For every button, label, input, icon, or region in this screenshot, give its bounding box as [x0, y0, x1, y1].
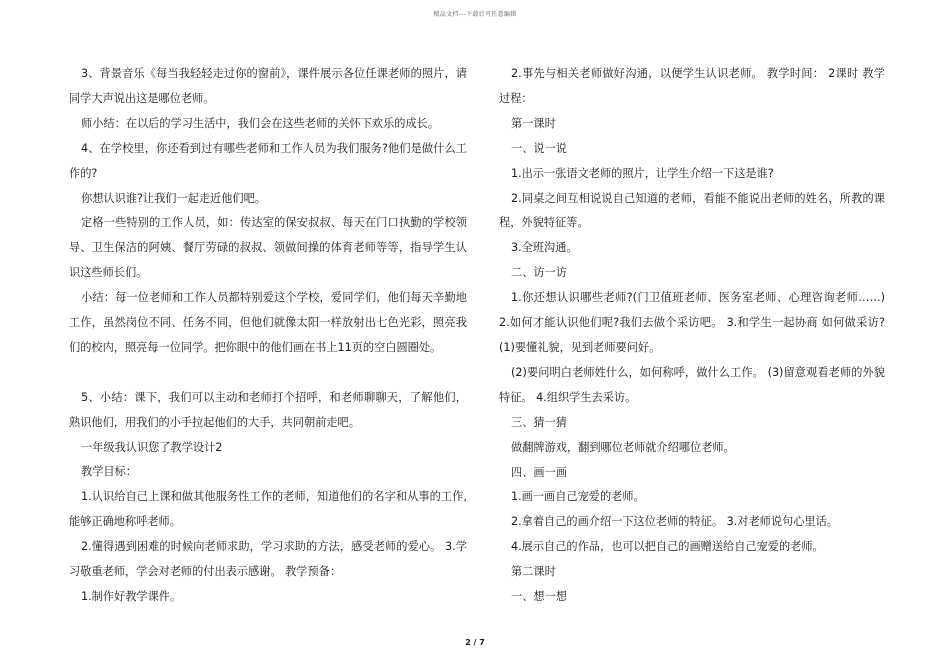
page-number: 2 / 7 — [465, 638, 485, 647]
paragraph: 你想认识谁?让我们一起走近他们吧。 — [81, 191, 266, 205]
paragraph: 3.全班沟通。 — [511, 241, 578, 255]
paragraph: 二、访一访 — [511, 266, 567, 280]
paragraph: 2.事先与相关老师做好沟通，以便学生认识老师。 教学时间： 2课时 教学过程： — [499, 67, 885, 105]
paragraph: 4、在学校里，你还看到过有哪些老师和工作人员为我们服务?他们是做什么工作的? — [69, 141, 467, 180]
paragraph: 1.认识给自己上课和做其他服务性工作的老师，知道他们的名字和从事的工作,能够正确地称呼老师。 — [69, 490, 467, 529]
page-header: 精品文档---下载后可任意编辑 — [433, 11, 517, 18]
section-title: 一年级我认识您了教学设计2 — [81, 440, 223, 454]
left-column — [69, 62, 467, 610]
paragraph: 1.出示一张语文老师的照片，让学生介绍一下这是谁? — [511, 166, 774, 180]
paragraph: 做翻牌游戏，翻到哪位老师就介绍哪位老师。 — [511, 440, 735, 454]
paragraph: 2.拿着自己的画介绍一下这位老师的特征。 3.对老师说句心里话。 — [511, 515, 838, 529]
paragraph: 三、猜一猜 — [511, 415, 567, 429]
paragraph: 第一课时 — [511, 116, 556, 130]
paragraph: 教学目标： — [81, 465, 137, 479]
paragraph: 1.制作好教学课件。 — [81, 590, 182, 604]
paragraph: 四、画一画 — [511, 465, 567, 479]
paragraph: 2.懂得遇到困难的时候向老师求助，学习求助的方法，感受老师的爱心。 3.学习敬重老师，学会对老师的付出表示感谢。 教学预备： — [69, 540, 467, 579]
blank-line — [69, 361, 467, 386]
paragraph: 师小结：在以后的学习生活中，我们会在这些老师的关怀下欢乐的成长。 — [81, 116, 440, 130]
paragraph: 1.你还想认识哪些老师?(门卫值班老师、医务室老师、心理咨询老师……) 2.如何才能认识他们呢?我们去做个采访吧。 3.和学生一起协商 如何做采访? (1)要懂礼貌，见到老师要问好。 — [499, 291, 885, 354]
paragraph: 一、说一说 — [511, 141, 567, 155]
paragraph: 1.画一画自己宠爱的老师。 — [511, 490, 645, 504]
paragraph: 小结：每一位老师和工作人员都特别爱这个学校，爱同学们，他们每天辛勤地工作，虽然岗位不同、任务不同，但他们就像太阳一样放射出七色光彩，照亮我们的校内，照亮每一位同学。把你眼中的他们画在书上11页的空白圆圈处。 — [69, 291, 467, 354]
paragraph: 4.展示自己的作品，也可以把自己的画赠送给自己宠爱的老师。 — [511, 540, 824, 554]
paragraph: (2)要问明白老师姓什么，如何称呼，做什么工作。 (3)留意观看老师的外貌特征。 4.组织学生去采访。 — [499, 365, 885, 404]
paragraph: 一、想一想 — [511, 590, 567, 604]
right-column — [499, 62, 885, 610]
paragraph: 2.同桌之间互相说说自己知道的老师，看能不能说出老师的姓名，所教的课程，外貌特征等。 — [499, 191, 885, 230]
paragraph: 3、背景音乐《每当我轻轻走过你的窗前》，课件展示各位任课老师的照片，请同学大声说出这是哪位老师。 — [69, 67, 467, 105]
paragraph: 5、小结：课下，我们可以主动和老师打个招呼，和老师聊聊天，了解他们，熟识他们，用我们的小手拉起他们的大手，共同朝前走吧。 — [69, 390, 467, 429]
paragraph: 定格一些特别的工作人员，如：传达室的保安叔叔、每天在门口执勤的学校领导、卫生保洁的阿姨、餐厅劳碌的叔叔、领做间操的体育老师等等，指导学生认识这些师长们。 — [69, 216, 467, 280]
paragraph: 第二课时 — [511, 565, 556, 579]
